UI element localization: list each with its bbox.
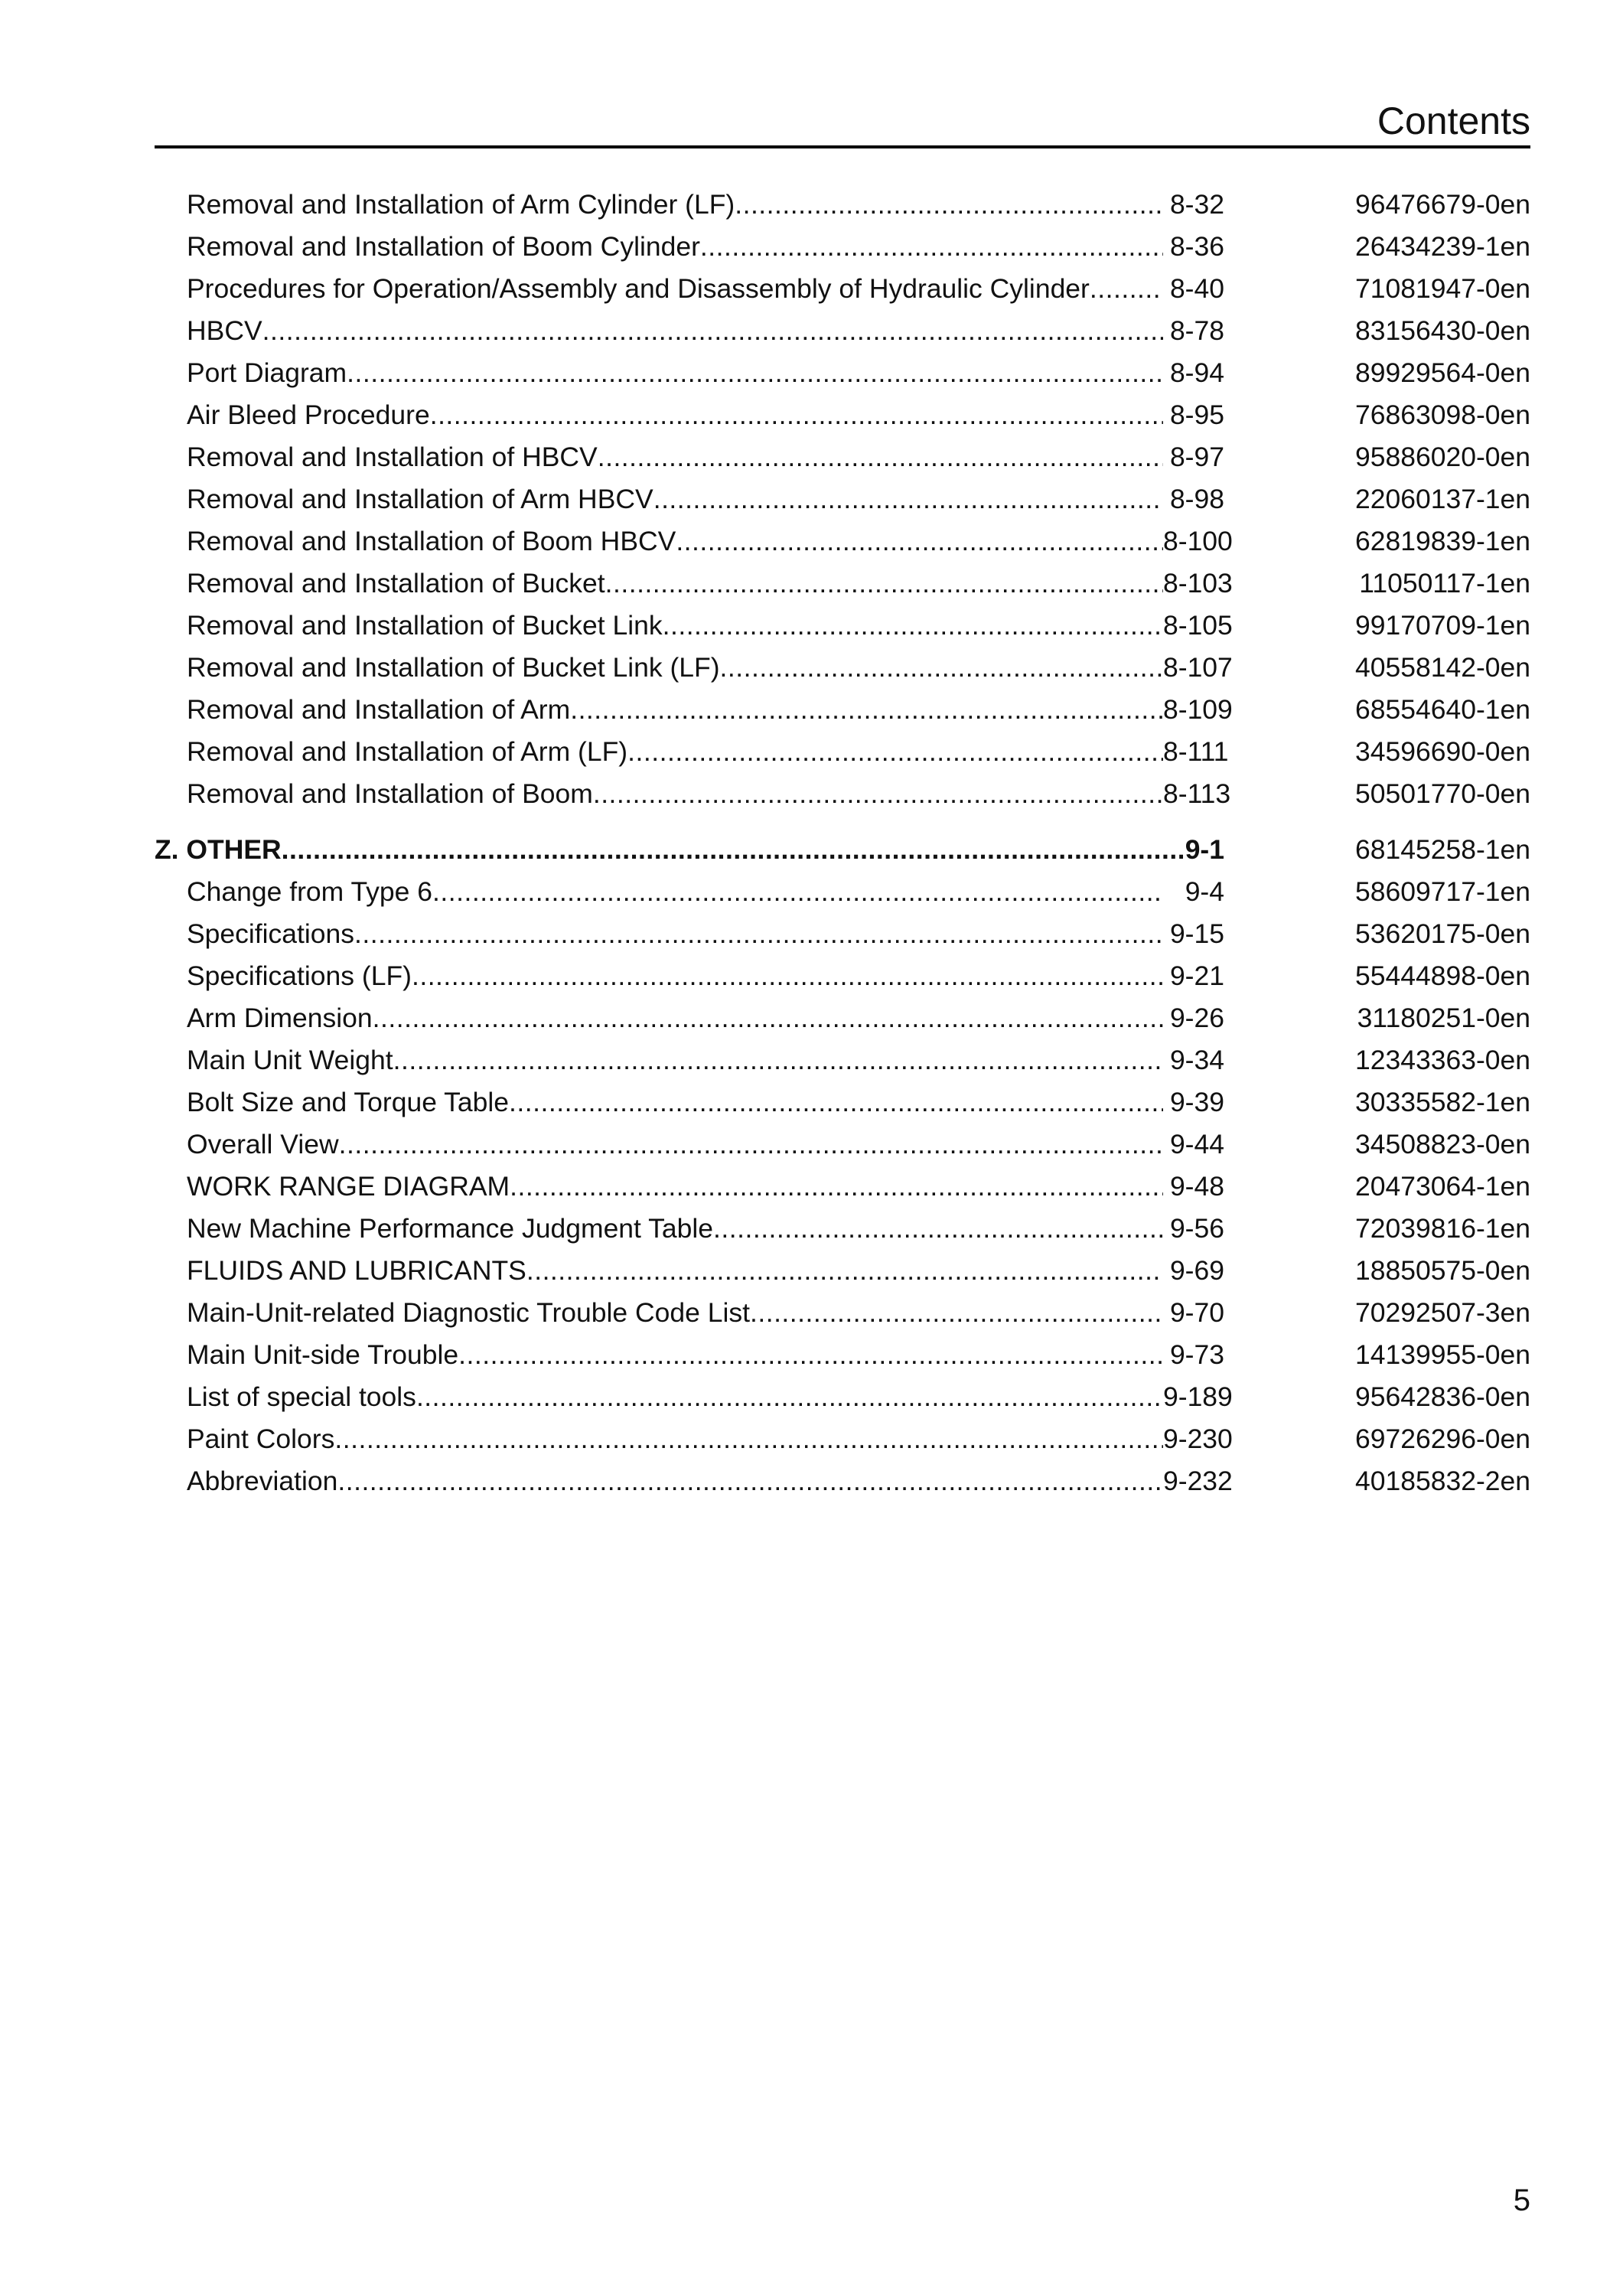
header-divider xyxy=(155,145,1530,148)
toc-entry-doc-id: 68145258-1en xyxy=(1355,834,1530,865)
toc-entry-doc-id: 76863098-0en xyxy=(1355,400,1530,430)
toc-entry-page: 9-44 xyxy=(1169,1129,1224,1159)
toc-entry-doc-id: 95642836-0en xyxy=(1355,1381,1530,1412)
toc-entry-title: Bolt Size and Torque Table ..... xyxy=(187,1081,1163,1123)
toc-entry[interactable] xyxy=(0,1081,1623,1123)
toc-entry-doc-id: 68554640-1en xyxy=(1355,694,1530,725)
toc-entry-title: HBCV ..... xyxy=(187,310,1163,351)
toc-entry-doc-id: 14139955-0en xyxy=(1355,1339,1530,1370)
toc-entry[interactable] xyxy=(0,1250,1623,1291)
toc-entry[interactable] xyxy=(0,184,1623,225)
toc-entry-doc-id: 95886020-0en xyxy=(1355,442,1530,472)
toc-entry-doc-id: 22060137-1en xyxy=(1355,484,1530,514)
toc-entry-title: Removal and Installation of Arm Cylinder (LF) ..... xyxy=(187,184,1163,225)
toc-entry-doc-id: 34508823-0en xyxy=(1355,1129,1530,1159)
toc-entry-title: Removal and Installation of Boom Cylinder ..... xyxy=(187,226,1163,267)
toc-entry-page: 8-40 xyxy=(1169,273,1224,304)
toc-entry-title: WORK RANGE DIAGRAM ..... xyxy=(187,1166,1163,1207)
toc-entry-page: 8-103 xyxy=(1163,568,1233,598)
toc-section-heading[interactable] xyxy=(0,829,1623,870)
toc-entry-doc-id: 71081947-0en xyxy=(1355,273,1530,304)
toc-entry[interactable] xyxy=(0,689,1623,730)
toc-entry[interactable] xyxy=(0,394,1623,435)
toc-entry-title: List of special tools ..... xyxy=(187,1376,1163,1417)
toc-entry-doc-id: 53620175-0en xyxy=(1355,918,1530,949)
toc-entry-page: 9-39 xyxy=(1169,1087,1224,1117)
toc-entry-title: Specifications (LF) ..... xyxy=(187,955,1163,996)
toc-entry-page: 9-56 xyxy=(1169,1213,1224,1244)
toc-entry-doc-id: 69726296-0en xyxy=(1355,1424,1530,1454)
toc-entry-page: 8-100 xyxy=(1163,526,1233,556)
toc-entry-page: 8-111 xyxy=(1163,736,1229,767)
toc-entry-page: 9-34 xyxy=(1169,1045,1224,1075)
toc-entry[interactable] xyxy=(0,478,1623,520)
page-title: Contents xyxy=(1377,99,1530,142)
toc-entry[interactable] xyxy=(0,268,1623,309)
toc-entry-page: 9-232 xyxy=(1163,1466,1233,1496)
toc-entry-doc-id: 11050117-1en xyxy=(1359,568,1530,598)
toc-entry-title: Main-Unit-related Diagnostic Trouble Code List ..... xyxy=(187,1292,1163,1333)
toc-entry-title: Abbreviation ..... xyxy=(187,1460,1163,1502)
toc-entry[interactable] xyxy=(0,871,1623,912)
toc-entry-page: 9-69 xyxy=(1169,1255,1224,1286)
toc-entry-title: Specifications ..... xyxy=(187,913,1163,954)
toc-entry[interactable] xyxy=(0,1039,1623,1081)
toc-entry-doc-id: 30335582-1en xyxy=(1355,1087,1530,1117)
toc-entry-doc-id: 12343363-0en xyxy=(1355,1045,1530,1075)
toc-entry-title: Removal and Installation of Arm ..... xyxy=(187,689,1163,730)
toc-entry[interactable] xyxy=(0,1376,1623,1417)
toc-entry-title: Port Diagram ..... xyxy=(187,352,1163,393)
toc-entry-page: 9-73 xyxy=(1169,1339,1224,1370)
toc-entry-title: FLUIDS AND LUBRICANTS ..... xyxy=(187,1250,1163,1291)
toc-entry[interactable] xyxy=(0,1124,1623,1165)
toc-entry-doc-id: 89929564-0en xyxy=(1355,357,1530,388)
toc-entry-title: Removal and Installation of Arm (LF) ..... xyxy=(187,731,1163,772)
toc-entry-doc-id: 18850575-0en xyxy=(1355,1255,1530,1286)
toc-entry[interactable] xyxy=(0,1334,1623,1375)
toc-entry-doc-id: 96476679-0en xyxy=(1355,189,1530,220)
toc-entry-page: 8-113 xyxy=(1163,778,1231,809)
toc-entry-page: 8-32 xyxy=(1169,189,1224,220)
toc-entry[interactable] xyxy=(0,563,1623,604)
toc-entry-page: 9-4 xyxy=(1185,876,1224,907)
toc-entry-doc-id: 55444898-0en xyxy=(1355,960,1530,991)
toc-entry[interactable] xyxy=(0,310,1623,351)
toc-entry-title: Removal and Installation of Arm HBCV ..... xyxy=(187,478,1163,520)
page-number: 5 xyxy=(1513,2183,1530,2217)
toc-entry-page: 8-94 xyxy=(1169,357,1224,388)
toc-entry-page: 8-107 xyxy=(1163,652,1233,683)
toc-entry-title: New Machine Performance Judgment Table ..... xyxy=(187,1208,1163,1249)
toc-entry-page: 8-78 xyxy=(1169,315,1224,346)
toc-entry[interactable] xyxy=(0,352,1623,393)
toc-entry-page: 8-98 xyxy=(1169,484,1224,514)
toc-entry-doc-id: 72039816-1en xyxy=(1355,1213,1530,1244)
toc-entry[interactable] xyxy=(0,520,1623,562)
toc-entry[interactable] xyxy=(0,955,1623,996)
toc-entry-page: 8-109 xyxy=(1163,694,1233,725)
toc-entry-doc-id: 58609717-1en xyxy=(1355,876,1530,907)
toc-entry-page: 9-15 xyxy=(1169,918,1224,949)
toc-entry-title: Z. OTHER ..... xyxy=(155,829,1183,870)
toc-entry-title: Procedures for Operation/Assembly and Disassembly of Hydraulic Cylinder ..... xyxy=(187,268,1163,309)
toc-entry-title: Removal and Installation of HBCV ..... xyxy=(187,436,1163,478)
toc-entry-page: 8-95 xyxy=(1169,400,1224,430)
toc-entry-page: 9-21 xyxy=(1169,960,1224,991)
toc-entry-title: Paint Colors ..... xyxy=(187,1418,1163,1459)
toc-entry[interactable] xyxy=(0,1208,1623,1249)
toc-entry[interactable] xyxy=(0,1292,1623,1333)
toc-entry[interactable] xyxy=(0,773,1623,814)
toc-entry[interactable] xyxy=(0,1418,1623,1459)
toc-entry-title: Removal and Installation of Bucket Link ..... xyxy=(187,605,1163,646)
toc-entry-doc-id: 83156430-0en xyxy=(1355,315,1530,346)
toc-entry-doc-id: 34596690-0en xyxy=(1355,736,1530,767)
toc-entry-doc-id: 62819839-1en xyxy=(1355,526,1530,556)
toc-entry[interactable] xyxy=(0,913,1623,954)
toc-entry-title: Removal and Installation of Bucket ..... xyxy=(187,563,1163,604)
toc-entry[interactable] xyxy=(0,647,1623,688)
toc-entry-page: 9-1 xyxy=(1185,834,1224,865)
toc-entry[interactable] xyxy=(0,226,1623,267)
toc-entry-title: Air Bleed Procedure ..... xyxy=(187,394,1163,435)
toc-entry-doc-id: 50501770-0en xyxy=(1355,778,1530,809)
toc-entry-page: 9-230 xyxy=(1163,1424,1233,1454)
toc-entry-title: Removal and Installation of Boom HBCV ..... xyxy=(187,520,1163,562)
toc-entry-doc-id: 99170709-1en xyxy=(1355,610,1530,641)
toc-entry-doc-id: 70292507-3en xyxy=(1355,1297,1530,1328)
toc-entry-page: 9-189 xyxy=(1163,1381,1233,1412)
toc-entry-doc-id: 40558142-0en xyxy=(1355,652,1530,683)
toc-entry-doc-id: 40185832-2en xyxy=(1355,1466,1530,1496)
toc-entry-title: Overall View ..... xyxy=(187,1124,1163,1165)
toc-entry-doc-id: 20473064-1en xyxy=(1355,1171,1530,1202)
toc-entry-page: 8-97 xyxy=(1169,442,1224,472)
toc-entry-title: Main Unit-side Trouble ..... xyxy=(187,1334,1163,1375)
toc-entry[interactable] xyxy=(0,605,1623,646)
toc-entry[interactable] xyxy=(0,1166,1623,1207)
toc-entry-title: Main Unit Weight ..... xyxy=(187,1039,1163,1081)
toc-entry-doc-id: 26434239-1en xyxy=(1355,231,1530,262)
toc-entry-title: Removal and Installation of Bucket Link (LF) ..... xyxy=(187,647,1163,688)
toc-entry-title: Arm Dimension ..... xyxy=(187,997,1163,1039)
toc-entry-title: Change from Type 6 ..... xyxy=(187,871,1163,912)
toc-entry-page: 8-105 xyxy=(1163,610,1233,641)
toc-entry-page: 9-48 xyxy=(1169,1171,1224,1202)
toc-entry[interactable] xyxy=(0,436,1623,478)
toc-entry[interactable] xyxy=(0,997,1623,1039)
toc-entry[interactable] xyxy=(0,1460,1623,1502)
toc-entry[interactable] xyxy=(0,731,1623,772)
toc-entry-doc-id: 31180251-0en xyxy=(1357,1003,1530,1033)
toc-entry-page: 9-26 xyxy=(1169,1003,1224,1033)
toc-entry-page: 8-36 xyxy=(1169,231,1224,262)
toc-entry-title: Removal and Installation of Boom ..... xyxy=(187,773,1163,814)
toc-entry-page: 9-70 xyxy=(1169,1297,1224,1328)
